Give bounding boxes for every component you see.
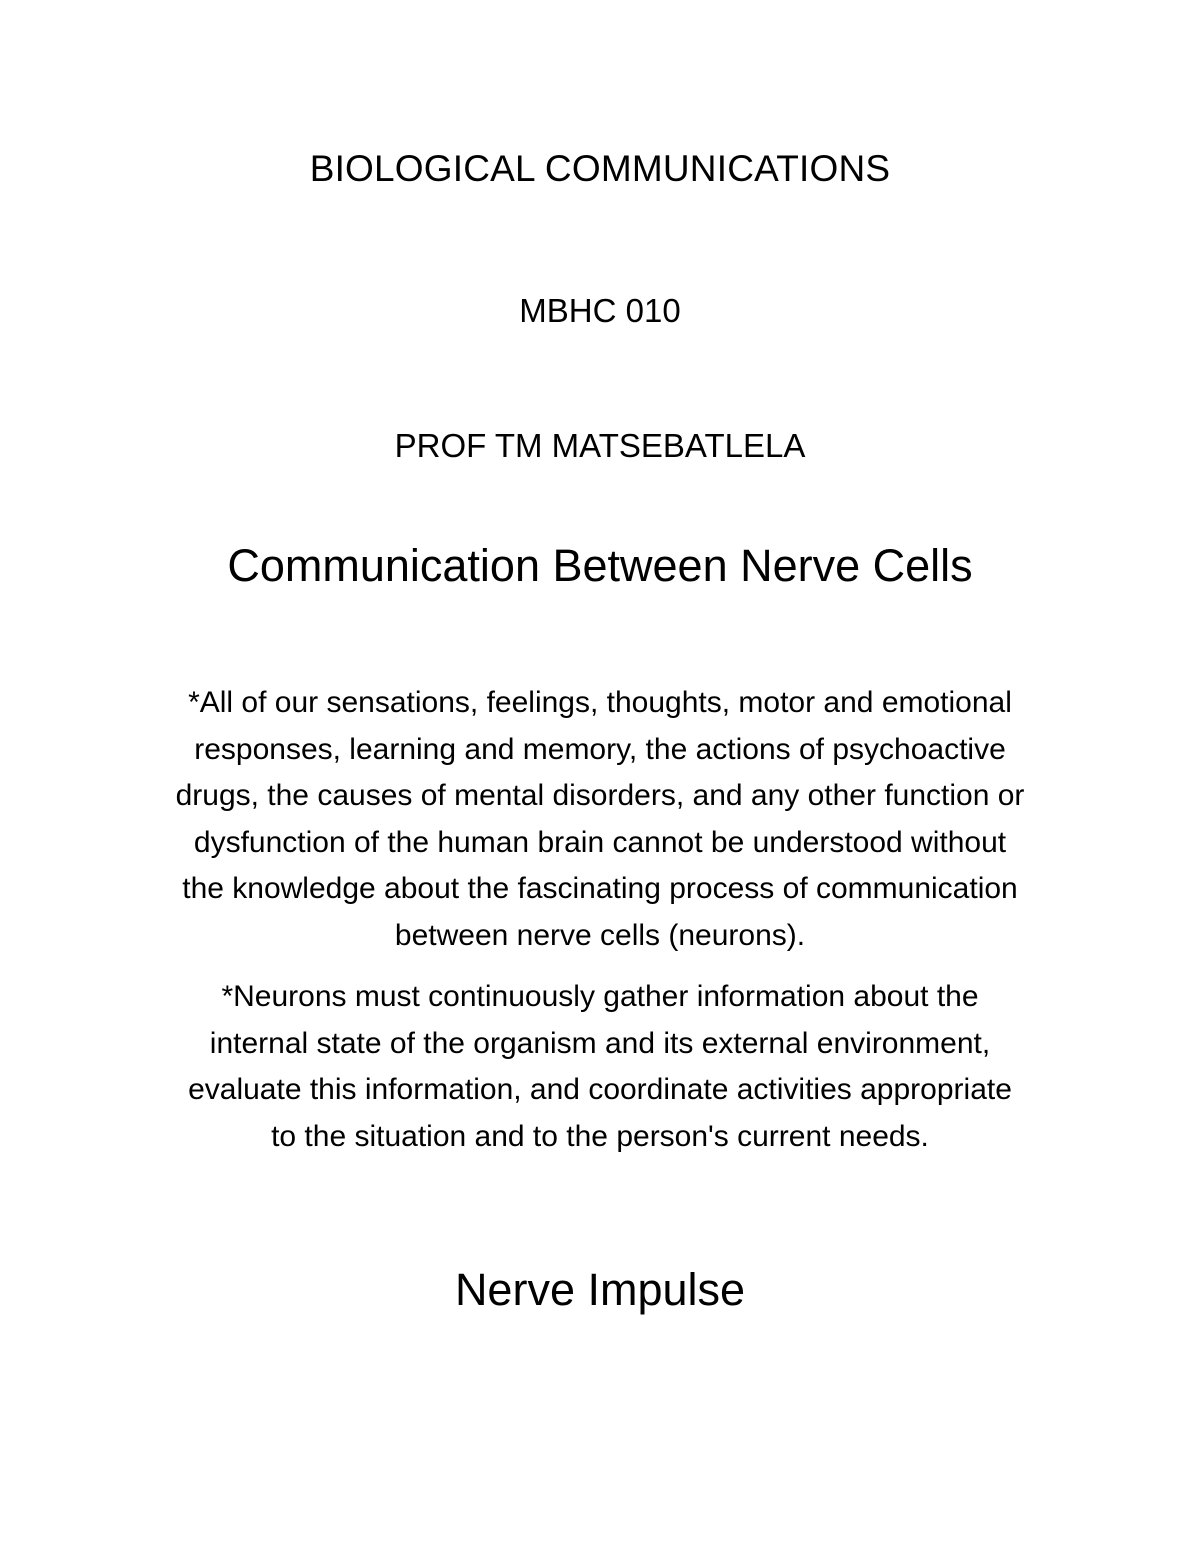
- section-heading-communication: Communication Between Nerve Cells: [227, 540, 973, 591]
- paragraph-line: drugs, the causes of mental disorders, and any other function or: [175, 779, 1025, 812]
- document-title: BIOLOGICAL COMMUNICATIONS: [309, 148, 891, 189]
- professor-name: PROF TM MATSEBATLELA: [394, 427, 806, 464]
- section-heading-nerve-impulse: Nerve Impulse: [454, 1264, 746, 1315]
- paragraph-line: *All of our sensations, feelings, thoughts, motor and emotional: [188, 686, 1012, 719]
- course-code: MBHC 010: [519, 292, 681, 329]
- paragraph-line: between nerve cells (neurons).: [394, 918, 806, 952]
- paragraph-line: the knowledge about the fascinating process of communication: [182, 872, 1018, 905]
- paragraph-line: evaluate this information, and coordinate activities appropriate: [188, 1073, 1012, 1106]
- paragraph-line: to the situation and to the person's current needs.: [271, 1119, 929, 1153]
- paragraph-intro: [100, 680, 1100, 959]
- paragraph-line: responses, learning and memory, the actions of psychoactive: [194, 732, 1006, 766]
- paragraph-line: *Neurons must continuously gather information about the: [221, 980, 979, 1013]
- paragraph-neurons: [100, 974, 1100, 1160]
- paragraph-line: dysfunction of the human brain cannot be understood without: [193, 825, 1007, 859]
- paragraph-line: internal state of the organism and its external environment,: [209, 1026, 991, 1060]
